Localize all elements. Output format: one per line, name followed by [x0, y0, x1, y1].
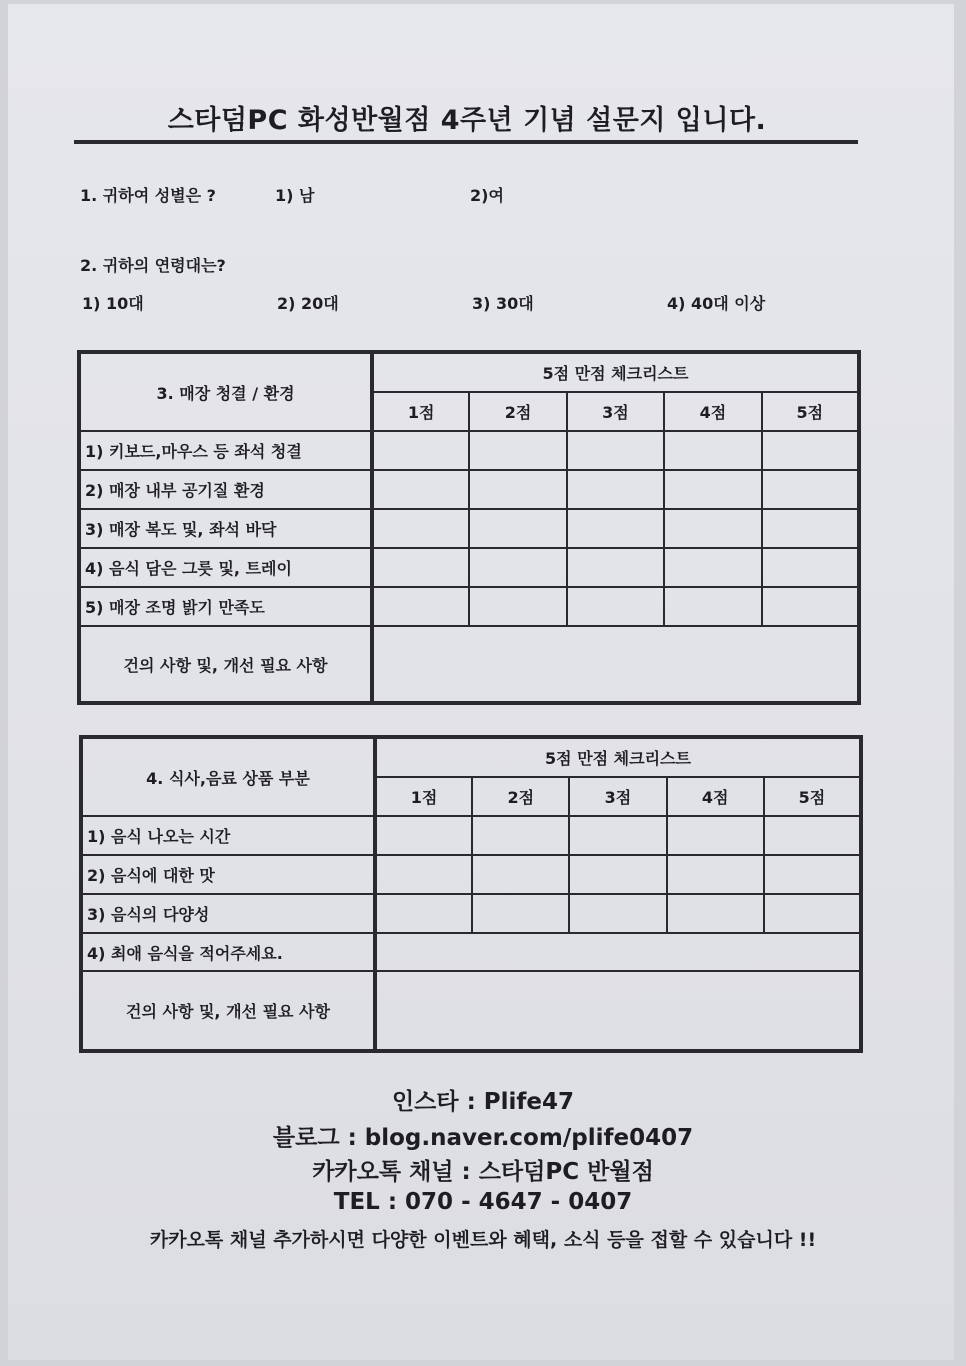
rating-cell[interactable] [469, 470, 566, 509]
section3-score-4: 4점 [664, 392, 761, 431]
rating-cell[interactable] [372, 548, 469, 587]
q2-question: 2. 귀하의 연령대는? [80, 256, 226, 275]
rating-cell[interactable] [469, 587, 566, 626]
rating-cell[interactable] [469, 548, 566, 587]
title-underline [74, 140, 858, 144]
table-row [79, 548, 859, 587]
rating-cell[interactable] [372, 431, 469, 470]
section4-favorite-label: 4) 최애 음식을 적어주세요. [81, 933, 375, 971]
rating-cell[interactable] [762, 470, 859, 509]
section3-suggestion-field[interactable] [372, 626, 859, 703]
rating-cell[interactable] [664, 509, 761, 548]
rating-cell[interactable] [764, 816, 861, 855]
q2-option-30s[interactable]: 3) 30대 [472, 294, 534, 313]
section4-item-label: 2) 음식에 대한 맛 [81, 855, 375, 894]
section3-score-1: 1점 [372, 392, 469, 431]
section4-suggestion-field[interactable] [375, 971, 861, 1051]
rating-cell[interactable] [469, 509, 566, 548]
section3-item-label: 3) 매장 복도 및, 좌석 바닥 [79, 509, 372, 548]
q2-option-40s-plus[interactable]: 4) 40대 이상 [667, 294, 766, 313]
rating-cell[interactable] [667, 816, 764, 855]
rating-cell[interactable] [375, 816, 472, 855]
section4-score-2: 2점 [472, 777, 569, 816]
rating-cell[interactable] [664, 587, 761, 626]
rating-cell[interactable] [569, 816, 666, 855]
rating-cell[interactable] [664, 431, 761, 470]
rating-cell[interactable] [472, 894, 569, 933]
section3-item-label: 4) 음식 담은 그릇 및, 트레이 [79, 548, 372, 587]
section4-checklist-title: 5점 만점 체크리스트 [375, 737, 861, 777]
q2-option-20s[interactable]: 2) 20대 [277, 294, 339, 313]
rating-cell[interactable] [567, 548, 664, 587]
rating-cell[interactable] [372, 587, 469, 626]
rating-cell[interactable] [375, 894, 472, 933]
section3-header: 3. 매장 청결 / 환경 [79, 352, 372, 431]
rating-cell[interactable] [762, 431, 859, 470]
q1-question: 1. 귀하여 성별은 ? [80, 186, 216, 205]
footer-tel: TEL : 070 - 4647 - 0407 [333, 1189, 633, 1215]
section4-score-3: 3점 [569, 777, 666, 816]
q1-option-male[interactable]: 1) 남 [275, 186, 315, 205]
rating-cell[interactable] [569, 894, 666, 933]
rating-cell[interactable] [762, 548, 859, 587]
rating-cell[interactable] [667, 855, 764, 894]
section4-score-1: 1점 [375, 777, 472, 816]
section3-suggestion-label: 건의 사항 및, 개선 필요 사항 [79, 626, 372, 703]
table-row [79, 470, 859, 509]
section4-favorite-field[interactable] [375, 933, 861, 971]
rating-cell[interactable] [762, 509, 859, 548]
section3-table [77, 350, 861, 705]
rating-cell[interactable] [375, 855, 472, 894]
section4-item-label: 3) 음식의 다양성 [81, 894, 375, 933]
section3-checklist-title: 5점 만점 체크리스트 [372, 352, 859, 392]
rating-cell[interactable] [664, 470, 761, 509]
rating-cell[interactable] [567, 470, 664, 509]
section3-item-label: 5) 매장 조명 밝기 만족도 [79, 587, 372, 626]
rating-cell[interactable] [667, 894, 764, 933]
table-row [79, 587, 859, 626]
section3-score-2: 2점 [469, 392, 566, 431]
footer-instagram: 인스타 : Plife47 [391, 1089, 575, 1115]
rating-cell[interactable] [764, 855, 861, 894]
rating-cell[interactable] [762, 587, 859, 626]
rating-cell[interactable] [567, 509, 664, 548]
table-row [81, 816, 861, 855]
q1-option-female[interactable]: 2)여 [470, 186, 504, 205]
rating-cell[interactable] [372, 470, 469, 509]
page-title: 스타덤PC 화성반월점 4주년 기념 설문지 입니다. [167, 105, 767, 136]
table-row [81, 855, 861, 894]
footer-notice: 카카오톡 채널 추가하시면 다양한 이벤트와 혜택, 소식 등을 접할 수 있습니다 !! [149, 1229, 817, 1251]
rating-cell[interactable] [664, 548, 761, 587]
section4-table [79, 735, 863, 1053]
table-row [81, 894, 861, 933]
footer-blog: 블로그 : blog.naver.com/plife0407 [272, 1125, 694, 1151]
rating-cell[interactable] [569, 855, 666, 894]
section3-score-3: 3점 [567, 392, 664, 431]
footer-kakao-channel: 카카오톡 채널 : 스타덤PC 반월점 [312, 1159, 654, 1185]
rating-cell[interactable] [372, 509, 469, 548]
rating-cell[interactable] [472, 855, 569, 894]
rating-cell[interactable] [567, 431, 664, 470]
section3-score-5: 5점 [762, 392, 859, 431]
rating-cell[interactable] [472, 816, 569, 855]
section4-score-5: 5점 [764, 777, 861, 816]
section4-suggestion-label: 건의 사항 및, 개선 필요 사항 [81, 971, 375, 1051]
table-row [79, 509, 859, 548]
section4-header: 4. 식사,음료 상품 부분 [81, 737, 375, 816]
section3-item-label: 2) 매장 내부 공기질 환경 [79, 470, 372, 509]
rating-cell[interactable] [469, 431, 566, 470]
section4-score-4: 4점 [667, 777, 764, 816]
rating-cell[interactable] [764, 894, 861, 933]
section4-item-label: 1) 음식 나오는 시간 [81, 816, 375, 855]
section3-item-label: 1) 키보드,마우스 등 좌석 청결 [79, 431, 372, 470]
q2-option-10s[interactable]: 1) 10대 [82, 294, 144, 313]
rating-cell[interactable] [567, 587, 664, 626]
table-row [79, 431, 859, 470]
